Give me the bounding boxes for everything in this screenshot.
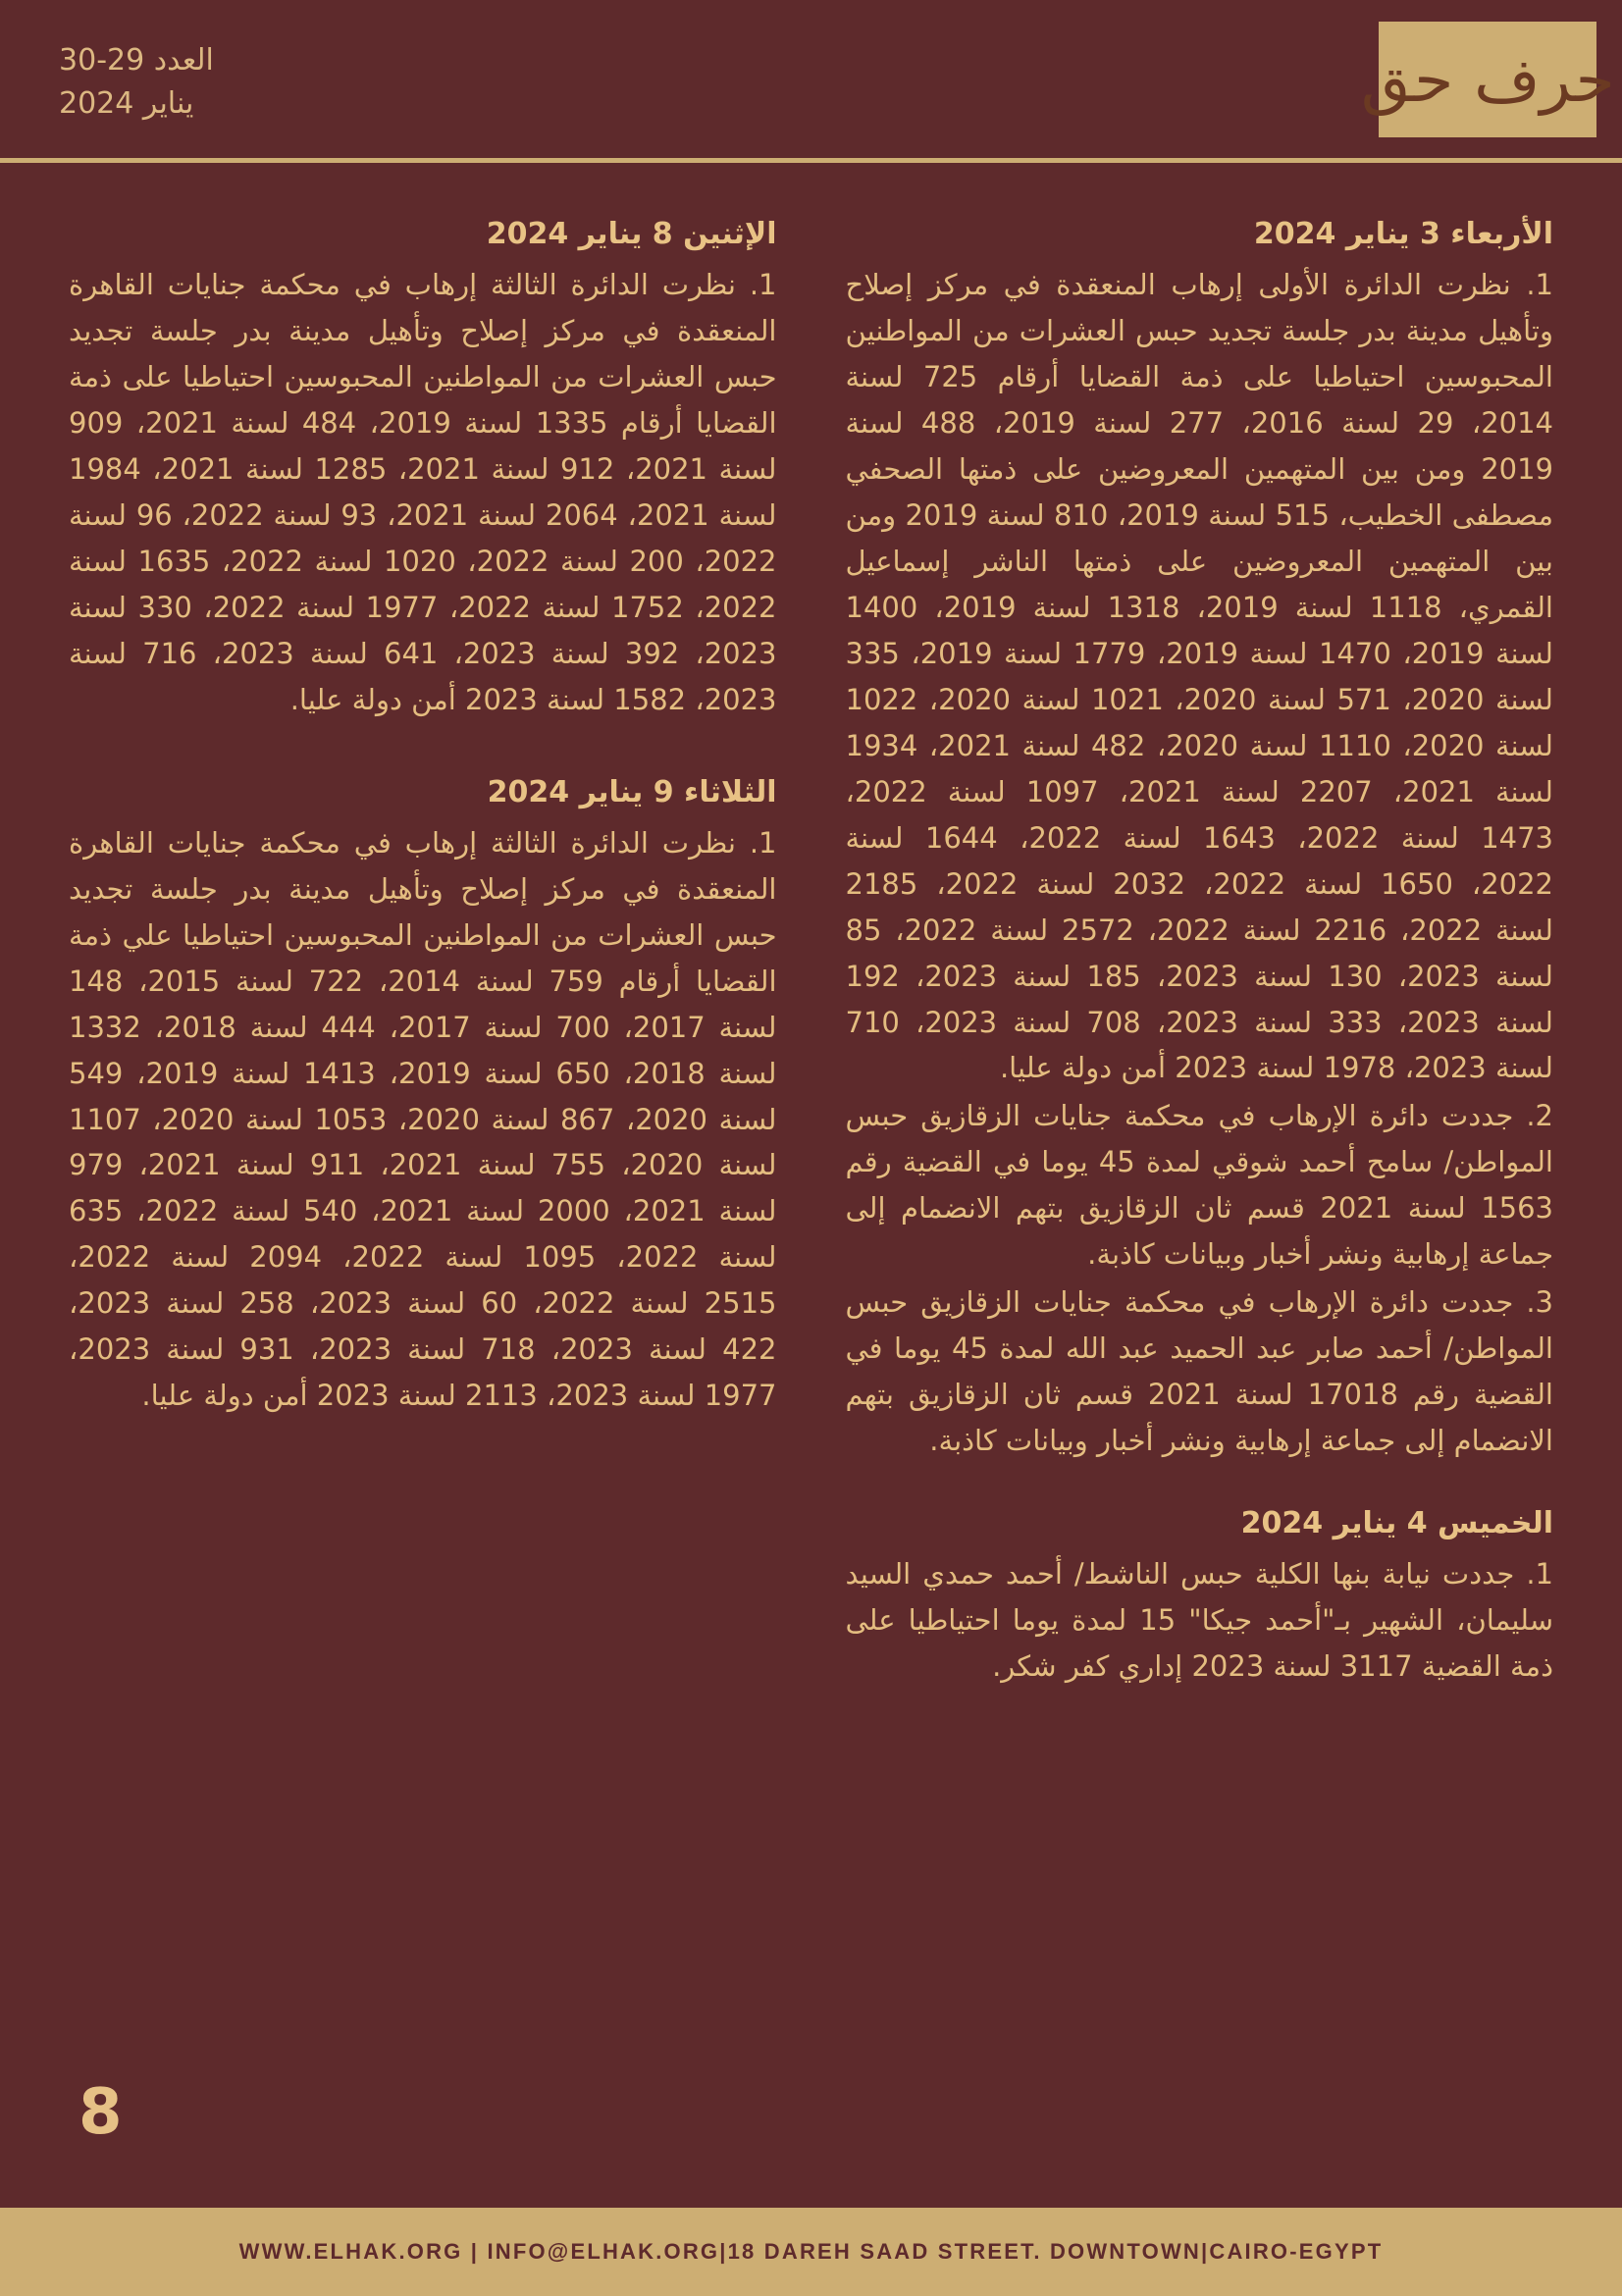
issue-date: يناير 2024 bbox=[59, 85, 194, 121]
day-heading-wednesday: الأربعاء 3 يناير 2024 bbox=[1253, 217, 1553, 251]
page-footer bbox=[0, 2208, 1622, 2296]
page-content bbox=[0, 163, 1622, 2170]
entry-block-tuesday bbox=[69, 770, 777, 1420]
logo-arabic-glyph: حرف حق bbox=[1360, 43, 1615, 116]
entry-block-thursday bbox=[846, 1501, 1554, 1690]
paragraph-item: 1. نظرت الدائرة الثالثة إرهاب في محكمة جنايات القاهرة المنعقدة في مركز إصلاح وتأهيل مدينة بدر جلسة تجديد حبس العشرات من المواطنين المحبوسين احتياطيا على ذمة القضايا أرقام 1335 لسنة 2019، 484 لسنة 2021، 909 لسنة 2021، 912 لسنة 2021، 1285 لسنة 2021، 1984 لسنة 2021، 2064 لسنة 2021، 93 لسنة 2022، 96 لسنة 2022، 200 لسنة 2022، 1020 لسنة 2022، 1635 لسنة 2022، 1752 لسنة 2022، 1977 لسنة 2022، 330 لسنة 2023، 392 لسنة 2023، 641 لسنة 2023، 716 لسنة 2023، 1582 لسنة 2023 أمن دولة عليا. bbox=[69, 268, 777, 716]
paragraph-item: 1. جددت نيابة بنها الكلية حبس الناشط/ أحمد حمدي السيد سليمان، الشهير بـ"أحمد جيكا" 15 لمدة يوما احتياطيا على ذمة القضية 3117 لسنة 2023 إداري كفر شكر. bbox=[845, 1557, 1553, 1684]
column-left bbox=[69, 212, 777, 2170]
issue-info bbox=[59, 39, 214, 125]
spacer bbox=[69, 760, 777, 770]
paragraph-item: 3. جددت دائرة الإرهاب في محكمة جنايات الزقازيق حبس المواطن/ أحمد صابر عبد الحميد عبد الله لمدة 45 يوما في القضية رقم 17018 لسنة 2021 قسم ثان الزقازيق بتهم الانضمام إلى جماعة إرهابية ونشر أخبار وبيانات كاذبة. bbox=[845, 1285, 1553, 1458]
paragraph-item: 1. نظرت الدائرة الأولى إرهاب المنعقدة في مركز إصلاح وتأهيل مدينة بدر جلسة تجديد حبس العشرات من المواطنين المحبوسين احتياطيا على ذمة القضايا أرقام 725 لسنة 2014، 29 لسنة 2016، 277 لسنة 2019، 488 لسنة 2019 ومن بين المتهمين المعروضين على ذمتها الصحفي مصطفى الخطيب، 515 لسنة 2019، 810 لسنة 2019 ومن بين المتهمين المعروضين على ذمتها الناشر إسماعيل القمري، 1118 لسنة 2019، 1318 لسنة 2019، 1400 لسنة 2019، 1470 لسنة 2019، 1779 لسنة 2019، 335 لسنة 2020، 571 لسنة 2020، 1021 لسنة 2020، 1022 لسنة 2020، 1110 لسنة 2020، 482 لسنة 2021، 1934 لسنة 2021، 2207 لسنة 2021، 1097 لسنة 2022، 1473 لسنة 2022، 1643 لسنة 2022، 1644 لسنة 2022، 1650 لسنة 2022، 2032 لسنة 2022، 2185 لسنة 2022، 2216 لسنة 2022، 2572 لسنة 2022، 85 لسنة 2023، 130 لسنة 2023، 185 لسنة 2023، 192 لسنة 2023، 333 لسنة 2023، 708 لسنة 2023، 710 لسنة 2023، 1978 لسنة 2023 أمن دولة عليا. bbox=[845, 268, 1554, 1085]
page-number: 8 bbox=[78, 2076, 124, 2149]
page-header bbox=[0, 0, 1622, 163]
paragraph-item: 1. نظرت الدائرة الثالثة إرهاب في محكمة جنايات القاهرة المنعقدة في مركز إصلاح وتأهيل مدينة بدر جلسة تجديد حبس العشرات من المواطنين المحبوسين احتياطيا علي ذمة القضايا أرقام 759 لسنة 2014، 722 لسنة 2015، 148 لسنة 2017، 700 لسنة 2017، 444 لسنة 2018، 1332 لسنة 2018، 650 لسنة 2019، 1413 لسنة 2019، 549 لسنة 2020، 867 لسنة 2020، 1053 لسنة 2020، 1107 لسنة 2020، 755 لسنة 2021، 911 لسنة 2021، 979 لسنة 2021، 2000 لسنة 2021، 540 لسنة 2022، 635 لسنة 2022، 1095 لسنة 2022، 2094 لسنة 2022، 2515 لسنة 2022، 60 لسنة 2023، 258 لسنة 2023، 422 لسنة 2023، 718 لسنة 2023، 931 لسنة 2023، 1977 لسنة 2023، 2113 لسنة 2023 أمن دولة عليا. bbox=[69, 825, 777, 1413]
entry-block-monday bbox=[69, 212, 777, 723]
day-heading-thursday: الخميس 4 يناير 2024 bbox=[1240, 1506, 1553, 1541]
column-right bbox=[846, 212, 1554, 2170]
footer-divider bbox=[0, 2200, 1622, 2208]
paragraph-item: 2. جددت دائرة الإرهاب في محكمة جنايات الزقازيق حبس المواطن/ سامح أحمد شوقي لمدة 45 يوما في القضية رقم 1563 لسنة 2021 قسم ثان الزقازيق بتهم الانضمام إلى جماعة إرهابية ونشر أخبار وبيانات كاذبة. bbox=[845, 1099, 1553, 1272]
footer-contact-text: WWW.ELHAK.ORG | INFO@ELHAK.ORG|18 DAREH SAAD STREET. DOWNTOWN|CAIRO-EGYPT bbox=[238, 2239, 1384, 2264]
entry-block-wednesday bbox=[846, 212, 1554, 1464]
day-heading-tuesday: الثلاثاء 9 يناير 2024 bbox=[487, 774, 777, 809]
day-heading-monday: الإثنين 8 يناير 2024 bbox=[486, 217, 777, 251]
organization-logo bbox=[1360, 22, 1615, 137]
issue-number: العدد 29-30 bbox=[59, 43, 214, 78]
